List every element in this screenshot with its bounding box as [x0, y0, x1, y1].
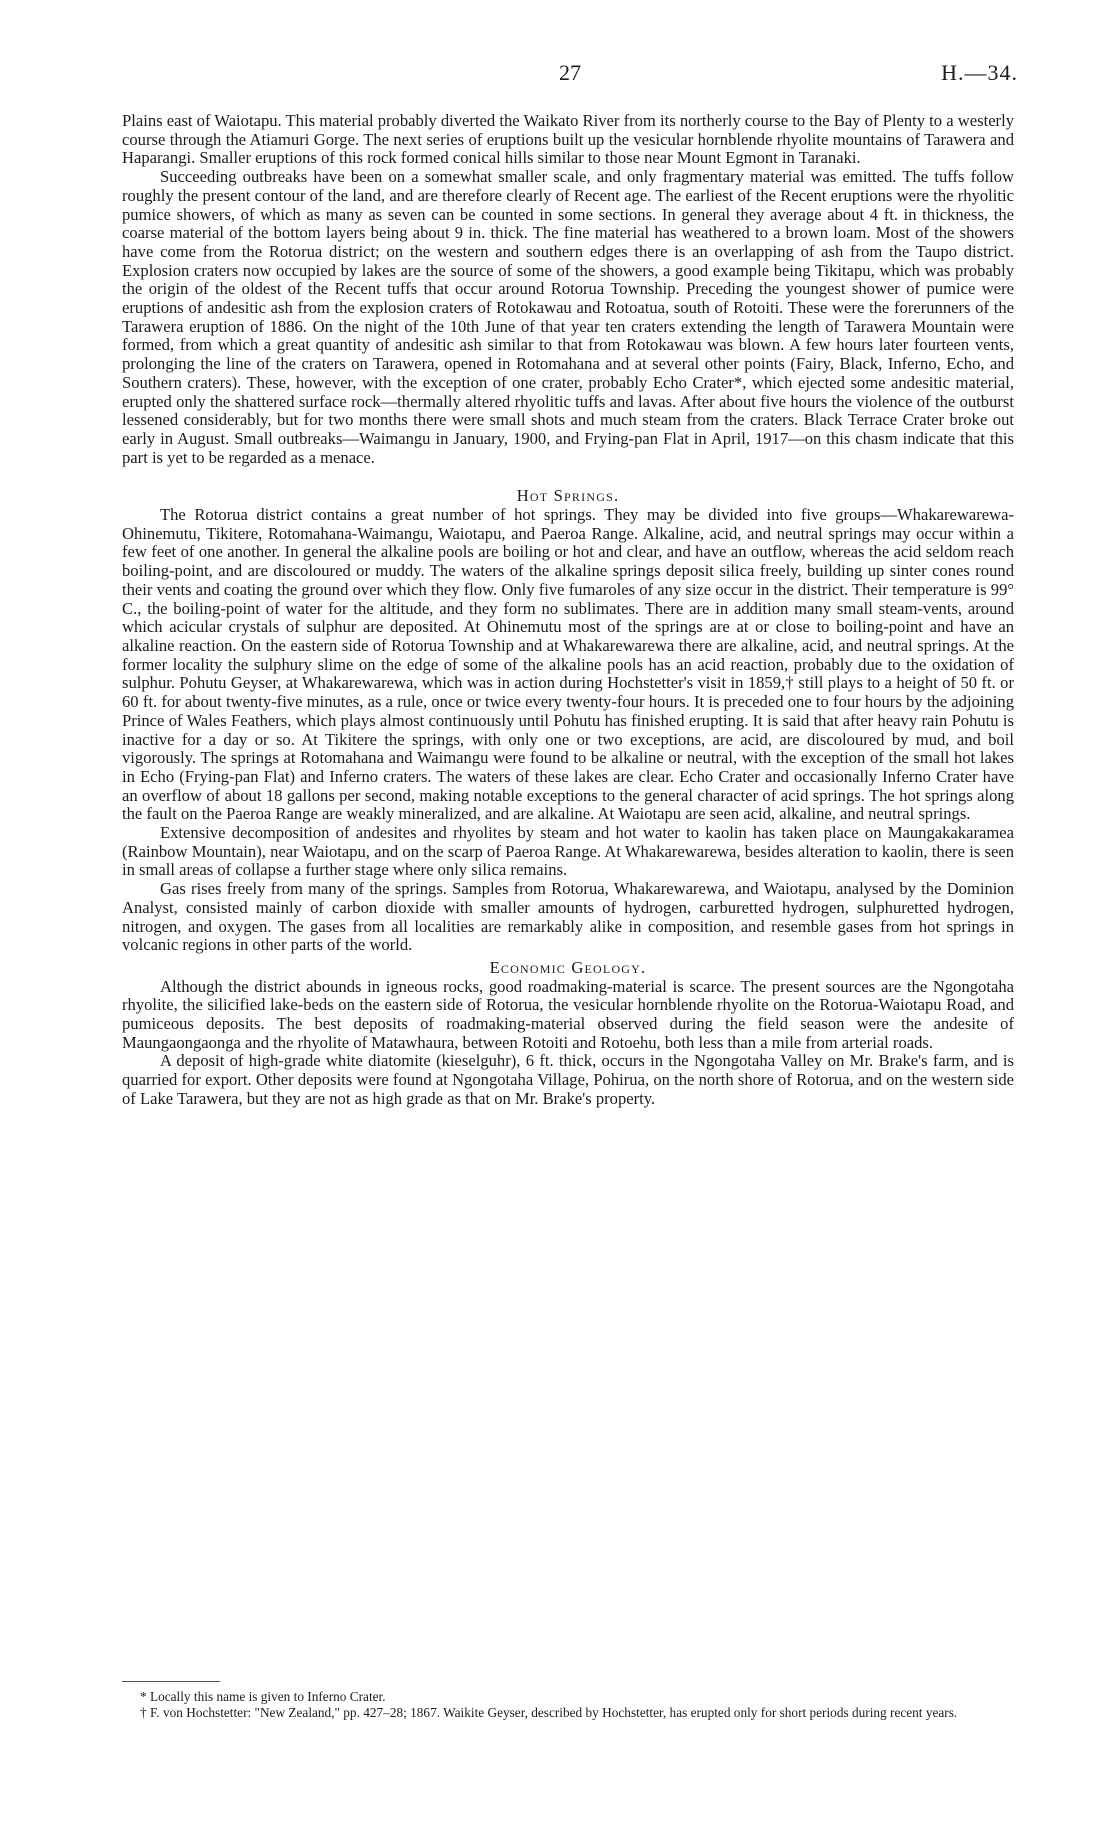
- footnote: * Locally this name is given to Inferno Crater.: [140, 1689, 386, 1704]
- paragraph: Although the district abounds in igneous rocks, good roadmaking-material is scarce. The present sources are the Ngongotaha rhyolite, the silicified lake-beds on the eastern side of Rotorua, the vesicular hornblende rhyolite on the Rotorua-Waiotapu Road, and pumiceous deposits. The best deposits of roadmaking-material observed during the field season were the andesite of Maungaongaonga and the rhyolite of Matawhaura, between Rotoiti and Rotoehu, both less than a mile from arterial roads.: [122, 976, 1014, 1052]
- paragraph: Gas rises freely from many of the springs. Samples from Rotorua, Whakarewarewa, and Waiotapu, analysed by the Dominion Analyst, consisted mainly of carbon dioxide with smaller amounts of hydrogen, carburetted hydrogen, sulphuretted hydrogen, nitrogen, and oxygen. The gases from all localities are remarkably alike in composition, and resemble gases from hot springs in volcanic regions in other parts of the world.: [122, 879, 1014, 955]
- section-heading-economic-geology: Economic Geology.: [489, 957, 647, 977]
- paragraph: A deposit of high-grade white diatomite (kieselguhr), 6 ft. thick, occurs in the Ngongotaha Valley on Mr. Brake's farm, and is quarried for export. Other deposits were found at Ngongotaha Village, Pohirua, on the north shore of Rotorua, and on the western side of Lake Tarawera, but they are not as high grade as that on Mr. Brake's property.: [122, 1051, 1014, 1108]
- page-number: 27: [559, 60, 581, 85]
- paragraph: Extensive decomposition of andesites and rhyolites by steam and hot water to kaolin has taken place on Maungakakaramea (Rainbow Mountain), near Waiotapu, and on the scarp of Paeroa Range. At Whakarewarewa, besides alteration to kaolin, there is seen in small areas of collapse a further stage where only silica remains.: [122, 823, 1014, 880]
- paragraph: The Rotorua district contains a great number of hot springs. They may be divided into five groups—Whakarewarewa-Ohinemutu, Tikitere, Rotomahana-Waimangu, Waiotapu, and Paeroa Range. Alkaline, acid, and neutral springs may occur within a few feet of one another. In general the alkaline pools are boiling or hot and clear, and have an outflow, whereas the acid seldom reach boiling-point, and are discoloured or muddy. The waters of the alkaline springs deposit silica freely, building up sinter cones round their vents and coating the ground over which they flow. Only five fumaroles of any size occur in the district. Their temperature is 99° C., the boiling-point of water for the altitude, and they form no sublimates. There are in addition many small steam-vents, around which acicular crystals of sulphur are deposited. At Ohinemutu most of the springs are at or close to boiling-point and have an alkaline reaction. On the eastern side of Rotorua Township and at Whakarewarewa there are alkaline, acid, and neutral springs. At the former locality the sulphury slime on the edge of some of the alkaline pools has an acid reaction, probably due to the oxidation of sulphur. Pohutu Geyser, at Whakarewarewa, which was in action during Hochstetter's visit in 1859,† still plays to a height of 50 ft. or 60 ft. for about twenty-five minutes, as a rule, once or twice every twenty-four hours. It is preceded one to four hours by the adjoining Prince of Wales Feathers, which plays almost continuously until Pohutu has finished erupting. It is said that after heavy rain Pohutu is inactive for a day or so. At Tikitere the springs, with only one or two exceptions, are acid, are discoloured by mud, and boil vigorously. The springs at Rotomahana and Waimangu were found to be alkaline or neutral, with the exception of the small hot lakes in Echo (Frying-pan Flat) and Inferno craters. The waters of these lakes are clear. Echo Crater and occasionally Inferno Crater have an overflow of about 18 gallons per second, making notable exceptions to the general character of acid springs. The hot springs along the fault on the Paeroa Range are weakly mineralized, and are alkaline. At Waiotapu are seen acid, alkaline, and neutral springs.: [122, 505, 1014, 824]
- paragraph: Plains east of Waiotapu. This material probably diverted the Waikato River from its northerly course to the Bay of Plenty to a westerly course through the Atiamuri Gorge. The next series of eruptions built up the vesicular hornblende rhyolite mountains of Tarawera and Haparangi. Smaller eruptions of this rock formed conical hills similar to those near Mount Egmont in Taranaki.: [122, 111, 1014, 168]
- footnotes: [122, 1689, 1014, 1720]
- paragraph: Succeeding outbreaks have been on a somewhat smaller scale, and only fragmentary material was emitted. The tuffs follow roughly the present contour of the land, and are therefore clearly of Recent age. The earliest of the Recent eruptions were the rhyolitic pumice showers, of which as many as seven can be counted in some sections. In general they average about 4 ft. in thickness, the coarse material of the bottom layers being about 9 in. thick. The fine material has weathered to a brown loam. Most of the showers have come from the Rotorua district; on the western and southern edges there is an overlapping of ash from the Taupo district. Explosion craters now occupied by lakes are the source of some of the showers, a good example being Tikitapu, which was probably the origin of the oldest of the Recent tuffs that occur around Rotorua Township. Preceding the youngest shower of pumice were eruptions of andesitic ash from the explosion craters of Rotokawau and Rotoatua, south of Rotoiti. These were the forerunners of the Tarawera eruption of 1886. On the night of the 10th June of that year ten craters extending the length of Tarawera Mountain were formed, from which a great quantity of andesitic ash similar to that from Rotokawau was blown. A few hours later fourteen vents, prolonging the line of the craters on Tarawera, opened in Rotomahana and at several other points (Fairy, Black, Inferno, Echo, and Southern craters). These, however, with the exception of one crater, probably Echo Crater*, which ejected some andesitic material, erupted only the shattered surface rock—thermally altered rhyolitic tuffs and lavas. After about five hours the violence of the outburst lessened considerably, but for two months there were small shots and much steam from the craters. Black Terrace Crater broke out early in August. Small outbreaks—Waimangu in January, 1900, and Frying-pan Flat in April, 1917—on this chasm indicate that this part is yet to be regarded as a menace.: [122, 167, 1014, 467]
- document-code: H.—34.: [941, 60, 1018, 85]
- footnote-divider: [122, 1681, 220, 1682]
- body-text: [122, 112, 1014, 1109]
- footnote: † F. von Hochstetter: "New Zealand," pp. 427–28; 1867. Waikite Geyser, described by Hochstetter, has erupted only for short periods during recent years.: [140, 1704, 958, 1720]
- section-heading-hot-springs: Hot Springs.: [516, 486, 620, 506]
